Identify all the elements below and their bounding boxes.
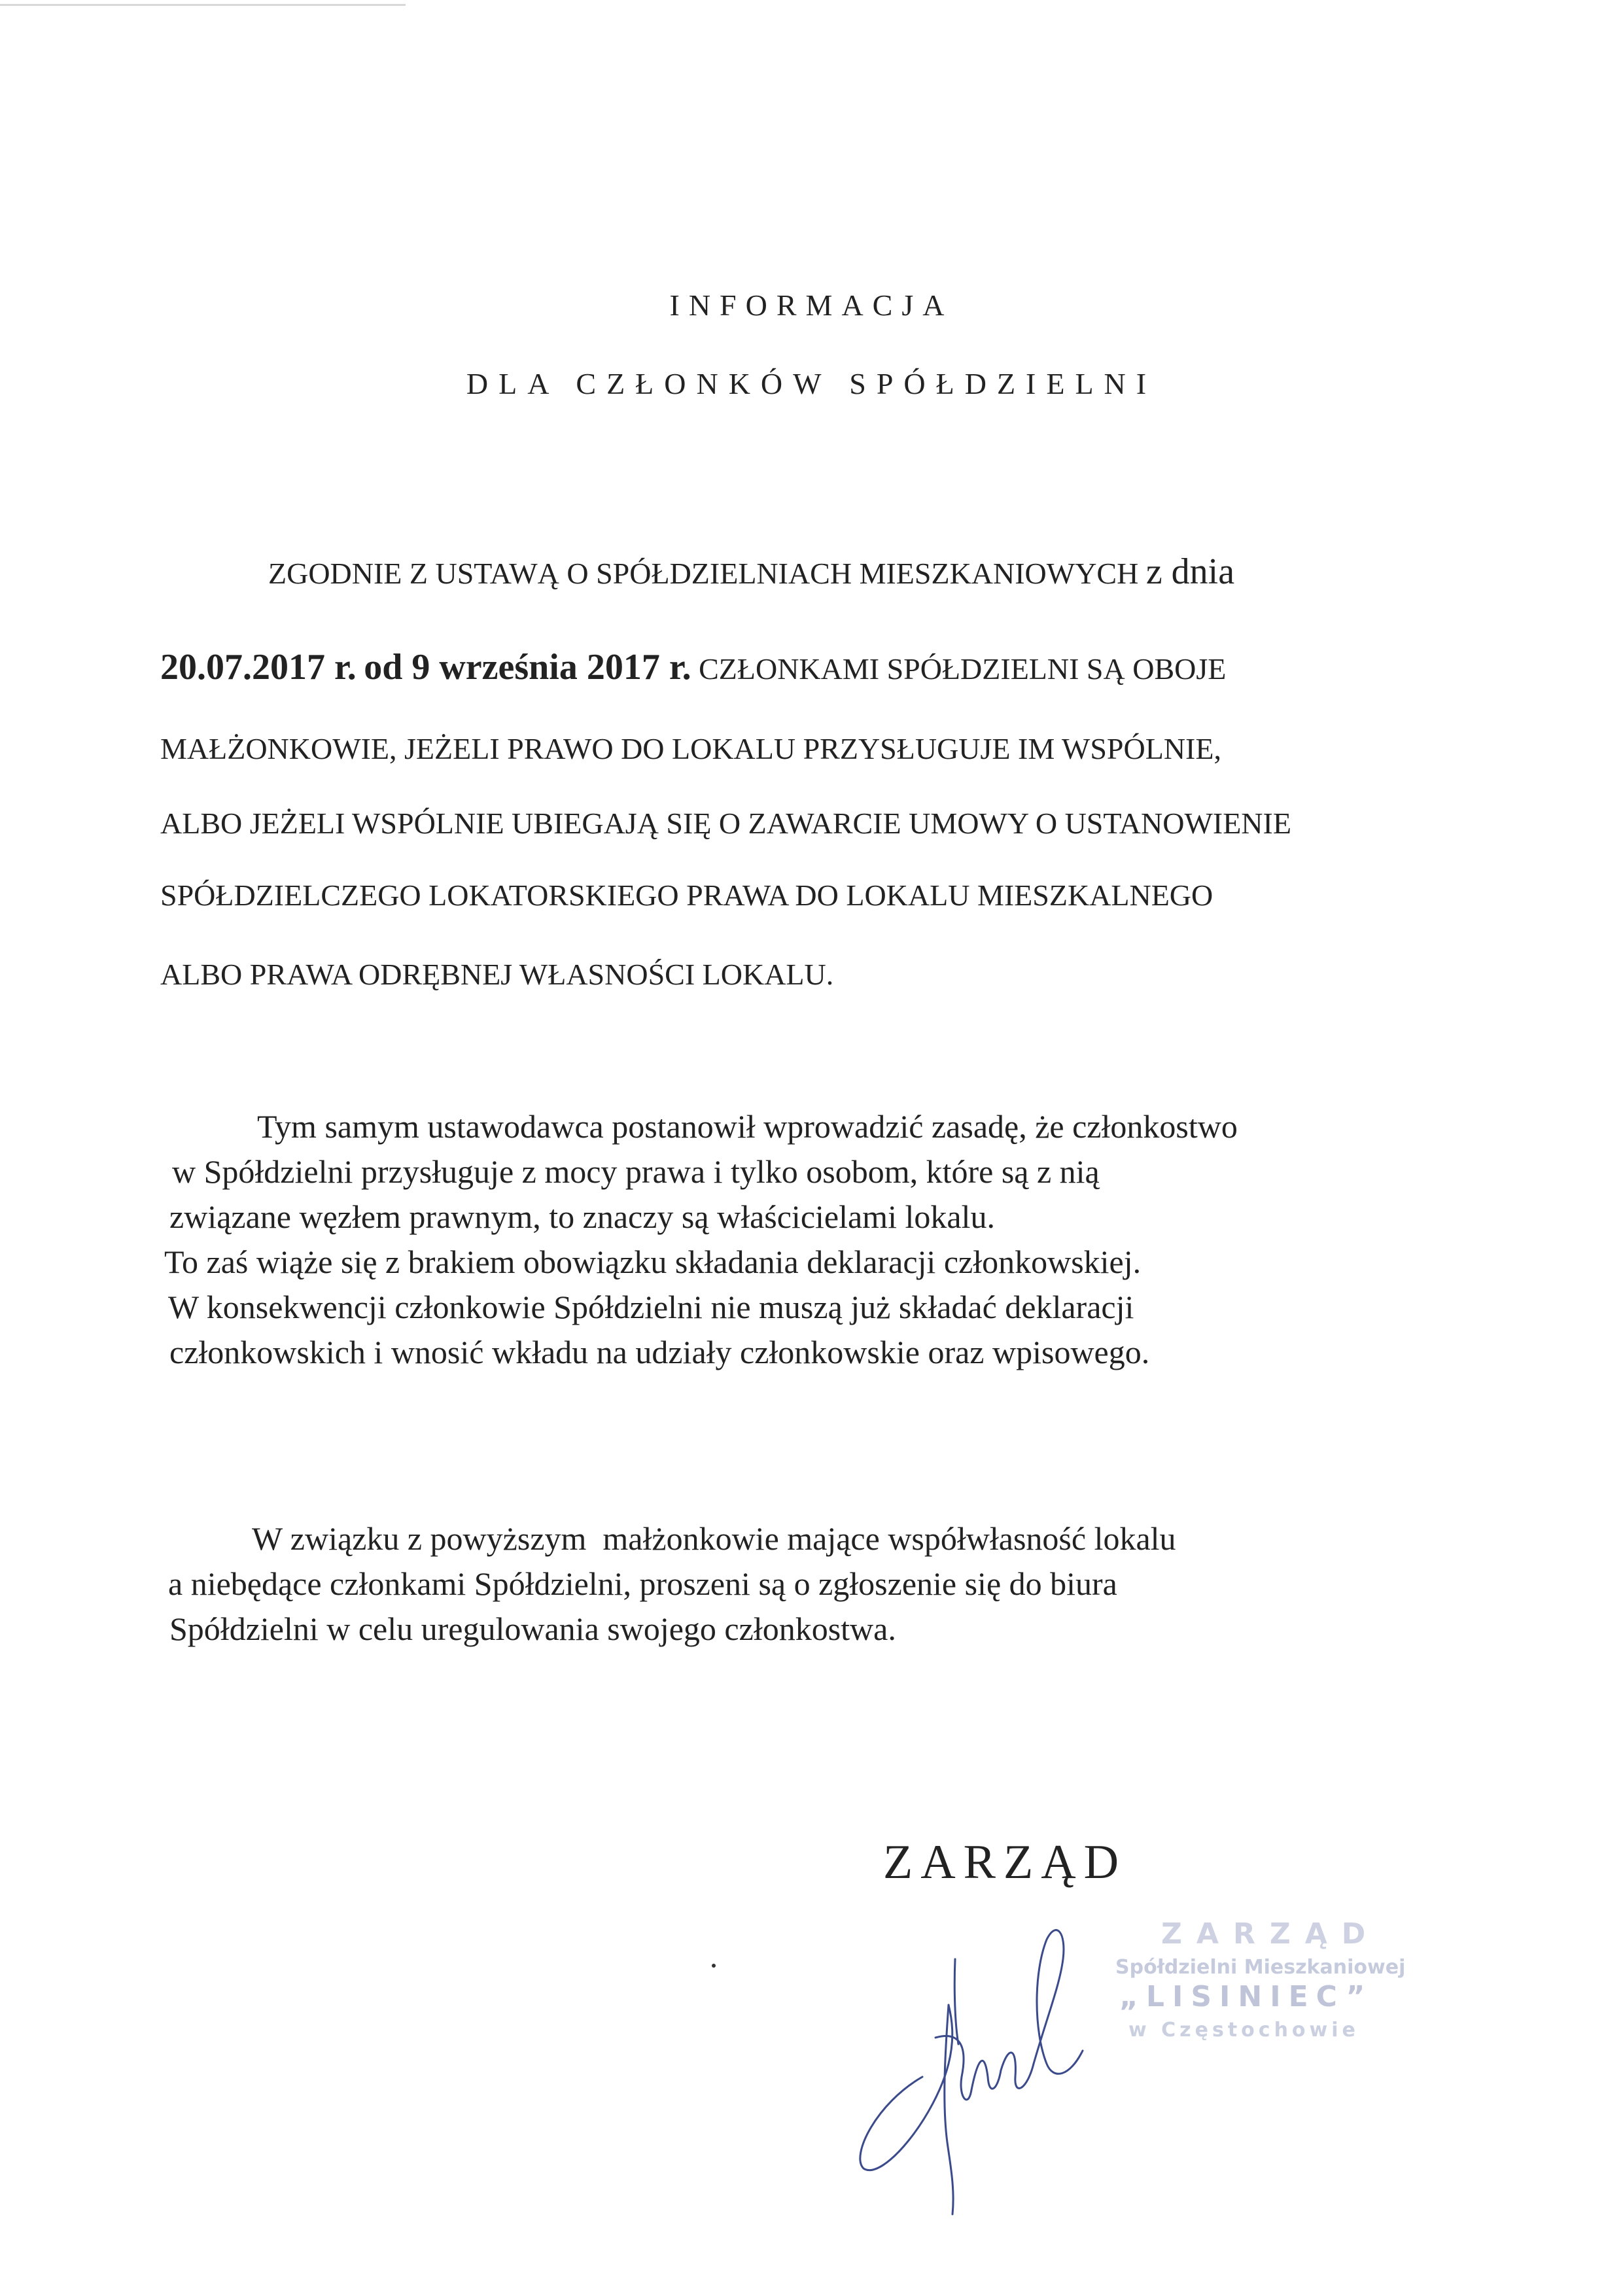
board-label: ZARZĄD	[883, 1835, 1127, 1889]
law-line-1-text: CZŁONKAMI SPÓŁDZIELNI SĄ OBOJE	[699, 652, 1227, 686]
law-line-3: ALBO JEŻELI WSPÓLNIE UBIEGAJĄ SIĘ O ZAWARCIE UMOWY O USTANOWIENIE	[160, 807, 1291, 840]
paragraph-line: związane węzłem prawnym, to znaczy są właścicielami lokalu.	[169, 1198, 995, 1235]
scan-edge-line	[0, 4, 406, 6]
law-line-5: ALBO PRAWA ODRĘBNEJ WŁASNOŚCI LOKALU.	[160, 958, 834, 991]
law-reference: ZGODNIE Z USTAWĄ O SPÓŁDZIELNIACH MIESZKANIOWYCH	[268, 557, 1139, 590]
law-line-1	[160, 646, 1475, 688]
paragraph-line: Tym samym ustawodawca postanowił wprowadzić zasadę, że członkostwo	[257, 1108, 1238, 1145]
stamp-line: Spółdzielni Mieszkaniowej	[1115, 1956, 1406, 1979]
paragraph-line: członkowskich i wnosić wkładu na udziały członkowskie oraz wpisowego.	[169, 1334, 1150, 1370]
law-line-0	[268, 551, 1583, 593]
stamp-line: w Częstochowie	[1128, 2019, 1359, 2042]
paragraph-line: W konsekwencji członkowie Spółdzielni nie muszą już składać deklaracji	[168, 1289, 1134, 1325]
scan-speck	[712, 1964, 716, 1968]
paragraph-line: To zaś wiąże się z brakiem obowiązku składania deklaracji członkowskiej.	[164, 1244, 1142, 1280]
stamp-line: ZARZĄD	[1161, 1917, 1380, 1951]
paragraph-line: Spółdzielni w celu uregulowania swojego członkostwa.	[169, 1610, 896, 1647]
effective-date: od 9 września 2017 r.	[364, 647, 691, 687]
paragraph-line: a niebędące członkami Spółdzielni, proszeni są o zgłoszenie się do biura	[168, 1565, 1117, 1602]
paragraph-line: w Spółdzielni przysługuje z mocy prawa i tylko osobom, które są z nią	[172, 1153, 1100, 1190]
document-subtitle: DLA CZŁONKÓW SPÓŁDZIELNI	[466, 367, 1157, 400]
law-line-4: SPÓŁDZIELCZEGO LOKATORSKIEGO PRAWA DO LOKALU MIESZKALNEGO	[160, 878, 1213, 912]
paragraph-line: W związku z powyższym małżonkowie mające współwłasność lokalu	[252, 1520, 1176, 1557]
law-date: 20.07.2017 r.	[160, 647, 357, 687]
stamp-line: „LISINIEC”	[1119, 1980, 1373, 2013]
document-title: INFORMACJA	[669, 288, 954, 322]
paragraph-request	[160, 1516, 1488, 1652]
law-line-2: MAŁŻONKOWIE, JEŻELI PRAWO DO LOKALU PRZYSŁUGUJE IM WSPÓLNIE,	[160, 732, 1221, 765]
handwritten-signature-icon	[837, 1881, 1204, 2224]
law-date-prefix: z dnia	[1145, 551, 1235, 592]
paragraph-membership-rule	[160, 1104, 1488, 1375]
signature-block	[883, 1835, 1472, 2240]
